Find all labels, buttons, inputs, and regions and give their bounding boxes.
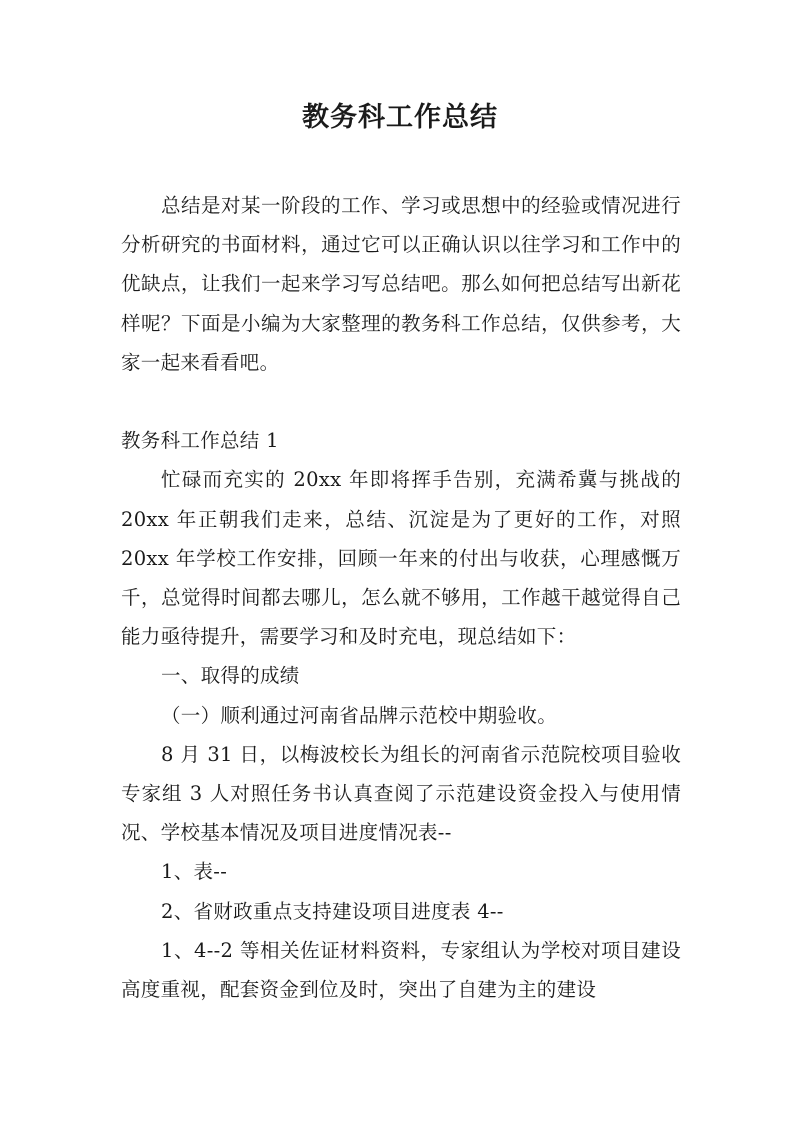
body-paragraph-3: 1、表-- bbox=[161, 860, 228, 884]
body-heading-achievements: 一、取得的成绩 bbox=[161, 664, 300, 688]
body-paragraph-2: 8 月 31 日，以梅波校长为组长的河南省示范院校项目验收专家组 3 人对照任务书认真查阅了示范建设资金投入与使用情况、学校基本情况及项目进度情况表-- bbox=[121, 742, 681, 845]
document-body bbox=[121, 186, 681, 1009]
section-heading: 教务科工作总结 1 bbox=[121, 429, 279, 453]
body-paragraph-1: 忙碌而充实的 20xx 年即将挥手告别，充满希冀与挑战的 20xx 年正朝我们走来，总结、沉淀是为了更好的工作，对照 20xx 年学校工作安排，回顾一年来的付出与收获，心理感慨万千，总觉得时间都去哪儿，怎么就不够用，工作越干越觉得自己能力亟待提升，需要学习和及时充电，现总结如下： bbox=[121, 468, 681, 649]
body-paragraph-5: 1、4--2 等相关佐证材料资料，专家组认为学校对项目建设高度重视，配套资金到位及时，突出了自建为主的建设 bbox=[121, 938, 681, 1002]
body-paragraph-4: 2、省财政重点支持建设项目进度表 4-- bbox=[161, 899, 504, 923]
body-subheading-1: （一）顺利通过河南省品牌示范校中期验收。 bbox=[161, 703, 558, 727]
document-title: 教务科工作总结 bbox=[302, 102, 498, 133]
paragraph-spacer bbox=[121, 382, 681, 421]
intro-paragraph: 总结是对某一阶段的工作、学习或思想中的经验或情况进行分析研究的书面材料，通过它可以正确认识以往学习和工作中的优缺点，让我们一起来学习写总结吧。那么如何把总结写出新花样呢？下面是小编为大家整理的教务科工作总结，仅供参考，大家一起来看看吧。 bbox=[121, 194, 681, 374]
